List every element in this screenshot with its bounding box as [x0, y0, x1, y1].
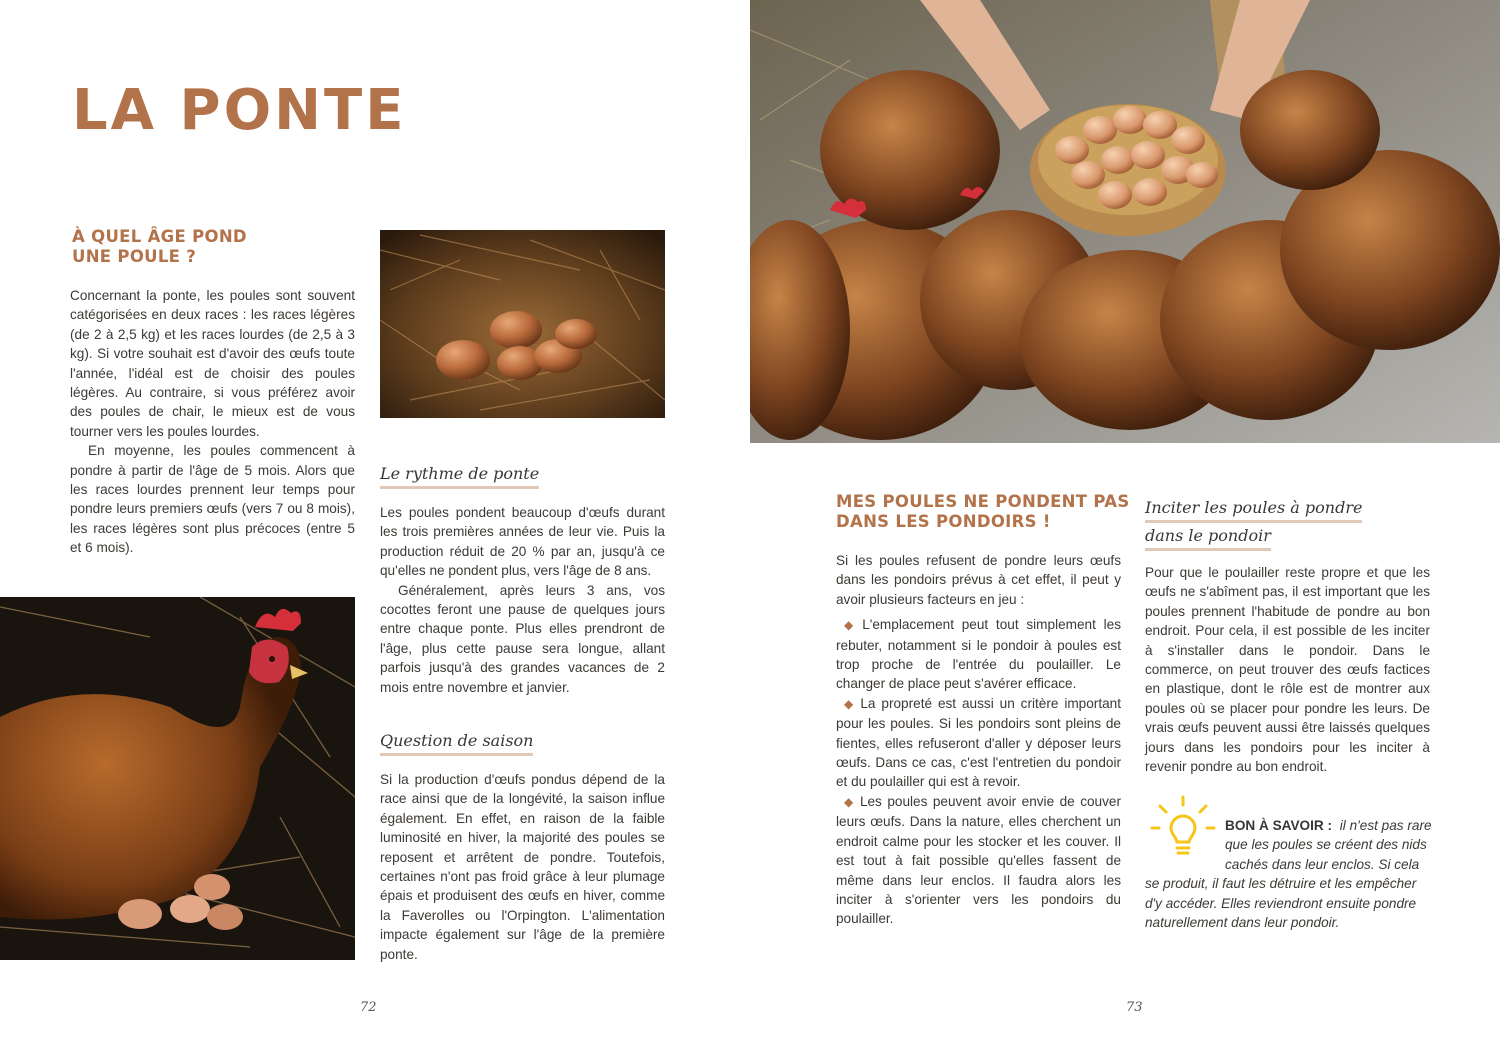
paragraph: Concernant la ponte, les poules sont souvent catégorisées en deux races : les races légères (de 2 à 2,5 kg) et les races lourdes (de 2,5 à 3 kg). Si votre souhait est d'avoir des œufs toute l'année, l'idéal est de choisir des poules légères. Au contraire, si vous préférez avoir des poules de chair, le mieux est de vous tourner vers les poules lourdes. [70, 288, 355, 439]
subheading-saison: Question de saison [380, 728, 533, 756]
hens-with-egg-basket-photo [750, 0, 1500, 443]
paragraph: Si la production d'œufs pondus dépend de la race ainsi que de la longévité, la saison influe également. En effet, en raison de la faible luminosité en hiver, la majorité des poules se reposent et arrêtent de pondre. Toutefois, certaines n'ont pas froid grâce à leur plumage épais et produisent des œufs en hiver, comme la Faverolles ou l'Orpington. L'alimentation impacte également sur l'âge de la première ponte. [380, 772, 665, 962]
hen-on-nest-photo [0, 597, 355, 960]
diamond-bullet-icon: ◆ [844, 794, 855, 809]
paragraph: Si les poules refusent de pondre leurs œufs dans les pondoirs prévus à cet effet, il peut y avoir plusieurs facteurs en jeu : [836, 553, 1121, 607]
paragraph: Les poules pondent beaucoup d'œufs durant les trois premières années de leur vie. Puis la production réduit de 20 % par an, jusqu'à ce qu'elles ne pondent plus, vers l'âge de 8 ans. [380, 505, 665, 579]
saison-text [380, 770, 665, 964]
section-heading-pondoirs: MES POULES NE PONDENT PAS DANS LES PONDOIRS ! [836, 492, 1130, 531]
paragraph: En moyenne, les poules commencent à pondre à partir de l'âge de 5 mois. Alors que les races lourdes prennent leur temps pour pondre leurs premiers œufs (vers 7 ou 8 mois), les races légères sont plus précoces (entre 5 et 6 mois). [70, 443, 355, 556]
rythme-text [380, 503, 665, 697]
paragraph: Pour que le poulailler reste propre et que les œufs ne s'abîment pas, il est important que les poules prennent l'habitude de pondre au bon endroit. Pour cela, il est possible de les inciter à s'installer dans le pondoir. Dans le commerce, on peut trouver des œufs factices en plastique, dont le rôle est de montrer aux poules où se placer pour pondre les leurs. De vrais œufs peuvent aussi être laissés quelques jours dans les pondoirs pour les inciter à revenir pondre au bon endroit. [1145, 565, 1430, 775]
list-item: ◆ La propreté est aussi un critère important pour les poules. Si les pondoirs sont pleins de fientes, elles refuseront d'aller y déposer leurs œufs. Dans ce cas, c'est l'entretien du pondoir et du poulailler qui est à revoir. [836, 695, 1121, 790]
page-number-right: 73 [1126, 1000, 1143, 1015]
list-item: ◆ Les poules peuvent avoir envie de couver leurs œufs. Dans la nature, elles cherchent un endroit calme pour les stocker et les couver. Il est tout à fait possible qu'elles fassent de même dans leur enclos. Il faudra alors les inciter à s'orienter vers les pondoirs du poulailler. [836, 793, 1121, 927]
section-heading-age: À QUEL ÂGE POND UNE POULE ? [72, 227, 247, 266]
pondoirs-text [836, 551, 1121, 929]
diamond-bullet-icon: ◆ [844, 618, 858, 633]
page-title: LA PONTE [72, 78, 407, 143]
subheading-rythme: Le rythme de ponte [380, 461, 539, 489]
subheading-inciter: Inciter les poules à pondre dans le pondoir [1145, 495, 1362, 551]
tip-text: BON À SAVOIR : il n'est pas rare que les poules se créent des nids cachés dans leur enclos. Si cela se produit, il faut les détruire et les empêcher d'y accéder. Elles reviendront ensuite pondre naturellement dans leur pondoir. [1145, 818, 1432, 931]
page-number-left: 72 [360, 1000, 377, 1015]
inciter-text [1145, 563, 1430, 776]
intro-text [70, 286, 355, 558]
paragraph: Généralement, après leurs 3 ans, vos cocottes feront une pause de quelques jours entre chaque ponte. Plus elles prendront de l'âge, plus cette pause sera longue, allant parfois jusqu'à des grandes vacances de 2 mois entre novembre et janvier. [380, 582, 665, 695]
tip-label: BON À SAVOIR : [1225, 818, 1332, 833]
list-item: ◆ L'emplacement peut tout simplement les rebuter, notamment si le pondoir à poules est trop proche de l'entrée du poulailler. Le changer de place peut s'avérer efficace. [836, 617, 1121, 692]
diamond-bullet-icon: ◆ [844, 696, 856, 711]
eggs-in-straw-photo [380, 230, 665, 418]
